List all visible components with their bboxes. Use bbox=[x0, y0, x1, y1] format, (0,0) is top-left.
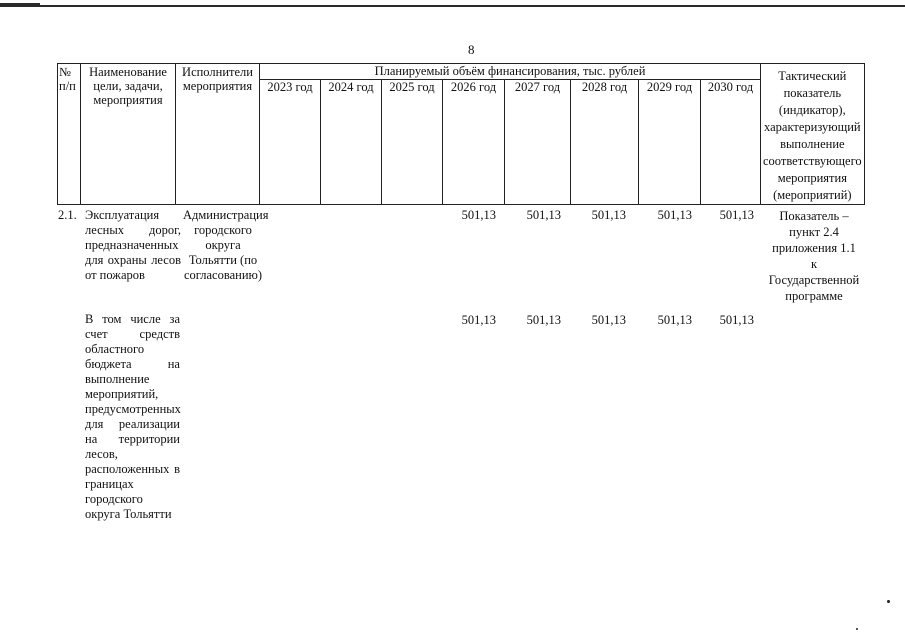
row2-value-2030: 501,13 bbox=[719, 313, 754, 327]
row1-value-2027: 501,13 bbox=[526, 208, 561, 222]
page-number: 8 bbox=[468, 42, 475, 57]
row1-executor: Администрация городского округа Тольятти (по согласованию) bbox=[183, 208, 269, 282]
funding-table-header bbox=[57, 63, 865, 205]
header-year-2026: 2026 год bbox=[443, 80, 505, 205]
header-year-2030: 2030 год bbox=[701, 80, 761, 205]
header-funding: Планируемый объём финансирования, тыс. рублей bbox=[260, 64, 761, 80]
row1-value-2026: 501,13 bbox=[461, 208, 496, 222]
header-year-2025: 2025 год bbox=[382, 80, 443, 205]
row2-value-2027: 501,13 bbox=[526, 313, 561, 327]
row1-value-2030: 501,13 bbox=[719, 208, 754, 222]
scan-speck bbox=[856, 628, 858, 630]
header-year-2029: 2029 год bbox=[639, 80, 701, 205]
row1-num: 2.1. bbox=[58, 208, 77, 222]
header-executor: Исполнители мероприятия bbox=[176, 64, 260, 205]
top-border-line bbox=[0, 5, 905, 7]
scan-speck bbox=[887, 600, 890, 603]
row1-value-2029: 501,13 bbox=[657, 208, 692, 222]
row1-name: Эксплуатация лесных дорог, предназначенных для охраны лесов от пожаров bbox=[85, 208, 181, 282]
row2-value-2029: 501,13 bbox=[657, 313, 692, 327]
row1-indicator: Показатель – пункт 2.4 приложения 1.1 к Государственной программе bbox=[768, 209, 860, 303]
header-year-2028: 2028 год bbox=[571, 80, 639, 205]
header-num: № п/п bbox=[58, 64, 81, 205]
header-name: Наименование цели, задачи, мероприятия bbox=[81, 64, 176, 205]
row2-name: В том числе за счет средств областного бюджета на выполнение мероприятий, предусмотренных для реализации на территории лесов, расположенных в границах городского округа Тольятти bbox=[85, 312, 181, 521]
header-year-2024: 2024 год bbox=[321, 80, 382, 205]
header-indicator: Тактический показатель (индикатор), характеризующий выполнение соответствующего мероприятия (мероприятий) bbox=[761, 64, 865, 205]
header-year-2027: 2027 год bbox=[505, 80, 571, 205]
row1-value-2028: 501,13 bbox=[591, 208, 626, 222]
header-year-2023: 2023 год bbox=[260, 80, 321, 205]
row2-value-2028: 501,13 bbox=[591, 313, 626, 327]
row2-value-2026: 501,13 bbox=[461, 313, 496, 327]
